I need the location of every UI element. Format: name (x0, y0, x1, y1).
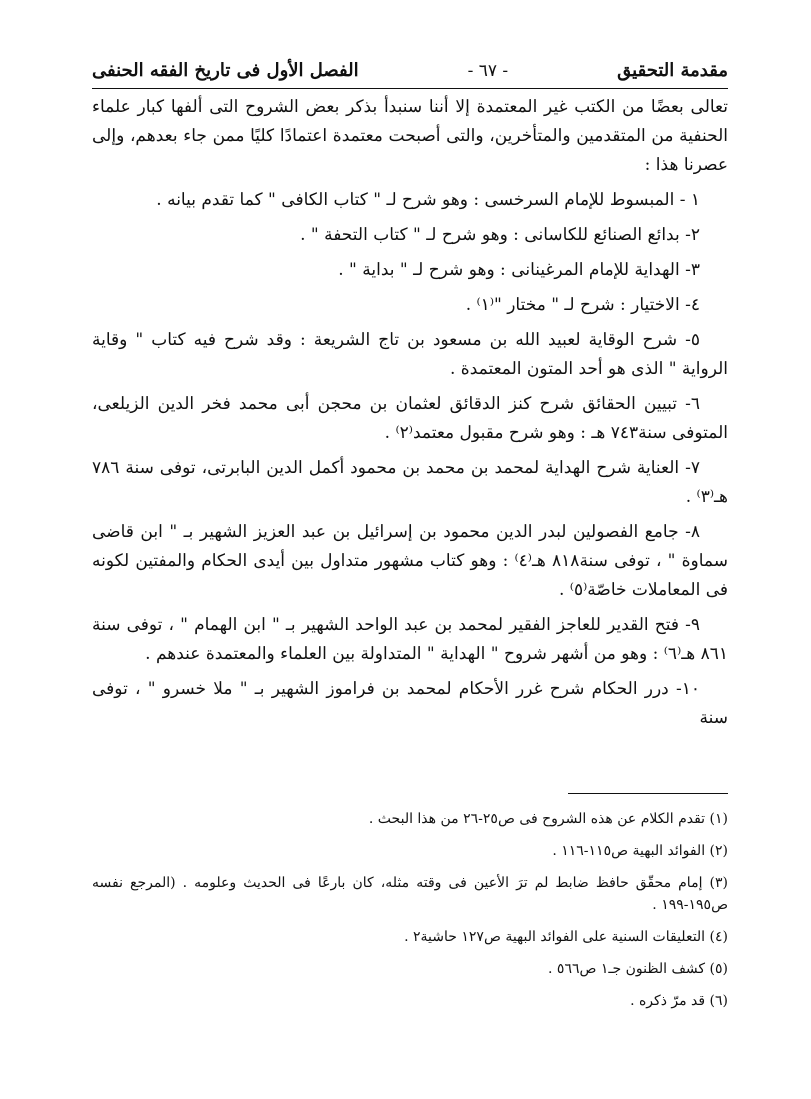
list-item-2: ٢- بدائع الصنائع للكاسانى : وهو شرح لـ " كتاب التحفة " . (300, 225, 700, 245)
list-item-10: ١٠- درر الحكام شرح غرر الأحكام لمحمد بن فراموز الشهير بـ " ملا خسرو " ، توفى سنة (92, 679, 728, 728)
body-text (92, 93, 728, 733)
book-page (92, 56, 728, 1022)
page-number: - ٦٧ - (467, 61, 509, 81)
list-item-7: ٧- العناية شرح الهداية لمحمد بن محمد بن محمود أكمل الدين البابرتى، توفى سنة ٧٨٦ هـ⁽٣⁾ . (92, 458, 728, 507)
running-header (92, 56, 728, 86)
list-item-5: ٥- شرح الوقاية لعبيد الله بن مسعود بن تاج الشريعة : وقد شرح فيه كتاب " وقاية الرواية " الذى هو أحد المتون المعتمدة . (92, 330, 728, 379)
footnotes (92, 808, 728, 1012)
header-rule (92, 88, 728, 89)
footnote-rule (568, 793, 728, 794)
list-item-9: ٩- فتح القدير للعاجز الفقير لمحمد بن عبد الواحد الشهير بـ " ابن الهمام " ، توفى سنة ٨٦١ هـ⁽٦⁾ : وهو من أشهر شروح " الهداية " المتداولة بين العلماء والمعتمدة عندهم . (92, 615, 728, 664)
list-item-3: ٣- الهداية للإمام المرغينانى : وهو شرح لـ " بداية " . (338, 260, 700, 280)
list-item-4: ٤- الاختيار : شرح لـ " مختار "⁽١⁾ . (465, 295, 700, 315)
list-item-1: ١ - المبسوط للإمام السرخسى : وهو شرح لـ " كتاب الكافى " كما تقدم بيانه . (156, 190, 700, 210)
list-item-8: ٨- جامع الفصولين لبدر الدين محمود بن إسرائيل بن عبد العزيز الشهير بـ " ابن قاضى سماوة " ، توفى سنة٨١٨ هـ⁽٤⁾ : وهو كتاب مشهور متداول بين أيدى الحكام والمفتين لكونه فى المعاملات خاصّة⁽٥⁾ . (92, 522, 728, 600)
footnote-5: (٥) كشف الظنون جـ١ ص٥٦٦ . (548, 961, 728, 977)
intro-paragraph: تعالى بعضًا من الكتب غير المعتمدة إلا أننا سنبدأ بذكر بعض الشروح التى ألفها كبار علماء الحنفية من المتقدمين والمتأخرين، والتى أصبحت معتمدة اعتمادًا كليًا ممن جاء بعدهم، وإلى عصرنا هذا : (92, 97, 728, 175)
list-item-6: ٦- تبيين الحقائق شرح كنز الدقائق لعثمان بن محجن أبى محمد فخر الدين الزيلعى، المتوفى سنة٧٤٣ هـ : وهو شرح مقبول معتمد⁽٢⁾ . (92, 394, 728, 443)
header-section-title: مقدمة التحقيق (617, 60, 728, 81)
footnote-2: (٢) الفوائد البهية ص١١٥-١١٦ . (552, 843, 728, 859)
footnote-6: (٦) قد مرّ ذكره . (630, 993, 728, 1009)
footnote-1: (١) تقدم الكلام عن هذه الشروح فى ص٢٥-٢٦ من هذا البحث . (368, 811, 728, 827)
footnote-3: (٣) إمام محقّق حافظ ضابط لم ترَ الأعين فى وقته مثله، كان بارعًا فى الحديث وعلومه . (المرجع نفسه ص١٩٥-١٩٩ . (92, 875, 728, 913)
header-chapter-title: الفصل الأول فى تاريخ الفقه الحنفى (92, 60, 359, 81)
footnote-4: (٤) التعليقات السنية على الفوائد البهية ص١٢٧ حاشية٢ . (404, 929, 728, 945)
